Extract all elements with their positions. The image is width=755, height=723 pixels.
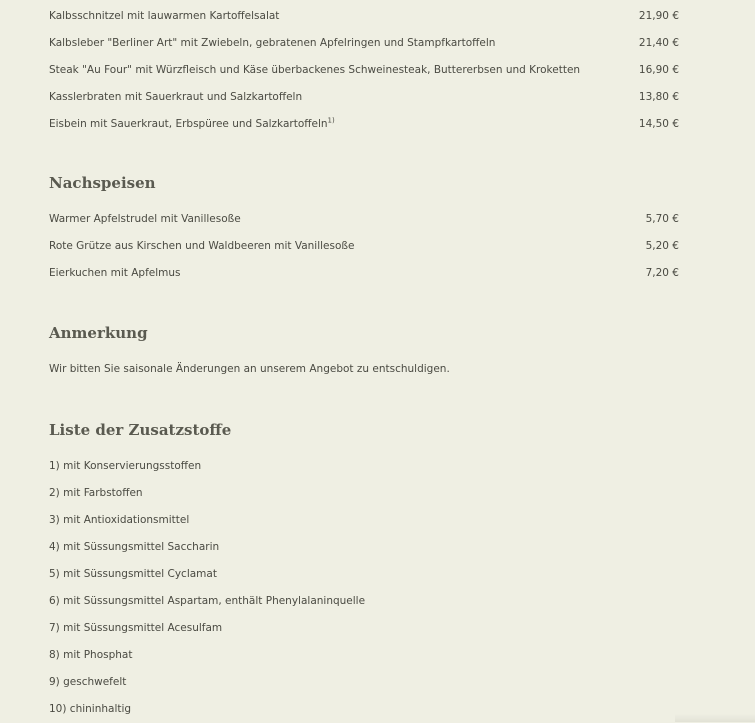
menu-item-name: Kalbsschnitzel mit lauwarmen Kartoffelsalat (49, 10, 280, 22)
menu-item-price: 14,50 € (638, 118, 679, 130)
list-item: 5) mit Süssungsmittel Cyclamat (49, 568, 217, 580)
list-item: 10) chininhaltig (49, 703, 132, 715)
menu-item-name: Warmer Apfelstrudel mit Vanillesoße (49, 213, 241, 225)
menu-item-price: 16,90 € (638, 64, 679, 76)
menu-item-name: Steak "Au Four" mit Würzfleisch und Käse überbackenes Schweinesteak, Buttererbsen und Kroketten (49, 64, 581, 76)
menu-item-price: 7,20 € (645, 267, 679, 279)
main-dishes-list (49, 3, 679, 138)
note-section (49, 356, 679, 383)
menu-item (49, 206, 679, 233)
menu-item-name: Rote Grütze aus Kirschen und Waldbeeren mit Vanillesoße (49, 240, 355, 252)
list-item: 1) mit Konservierungsstoffen (49, 460, 202, 472)
menu-item-price: 21,90 € (638, 10, 679, 22)
menu-item-name: Eisbein mit Sauerkraut, Erbspüree und Salzkartoffeln$^{1)}$ (49, 116, 335, 130)
note-heading: Anmerkung (49, 324, 148, 342)
list-item: 9) geschwefelt (49, 676, 127, 688)
list-item: 7) mit Süssungsmittel Acesulfam (49, 622, 223, 634)
list-item: 3) mit Antioxidationsmittel (49, 514, 190, 526)
menu-item-name: Kasslerbraten mit Sauerkraut und Salzkartoffeln (49, 91, 303, 103)
desserts-heading: Nachspeisen (49, 174, 156, 192)
menu-item-name: Kalbsleber "Berliner Art" mit Zwiebeln, gebratenen Apfelringen und Stampfkartoffeln (49, 37, 496, 49)
page-edge-shadow (675, 714, 755, 722)
menu-item (49, 57, 679, 84)
list-item: 2) mit Farbstoffen (49, 487, 143, 499)
menu-item-price: 21,40 € (638, 37, 679, 49)
menu-item (49, 3, 679, 30)
menu-item-price: 5,70 € (645, 213, 679, 225)
note-text: Wir bitten Sie saisonale Änderungen an unserem Angebot zu entschuldigen. (49, 363, 450, 375)
menu-item (49, 111, 679, 138)
list-item: 4) mit Süssungsmittel Saccharin (49, 541, 220, 553)
menu-item (49, 30, 679, 57)
menu-item-price: 13,80 € (638, 91, 679, 103)
additives-heading: Liste der Zusatzstoffe (49, 421, 232, 439)
menu-item (49, 84, 679, 111)
list-item: 8) mit Phosphat (49, 649, 133, 661)
footnote-marker: 1) (327, 116, 335, 125)
menu-item (49, 260, 679, 287)
menu-item-price: 5,20 € (645, 240, 679, 252)
additives-list (49, 453, 679, 723)
desserts-list (49, 206, 679, 287)
menu-item (49, 233, 679, 260)
list-item: 6) mit Süssungsmittel Aspartam, enthält Phenylalaninquelle (49, 595, 366, 607)
menu-item-name: Eierkuchen mit Apfelmus (49, 267, 181, 279)
